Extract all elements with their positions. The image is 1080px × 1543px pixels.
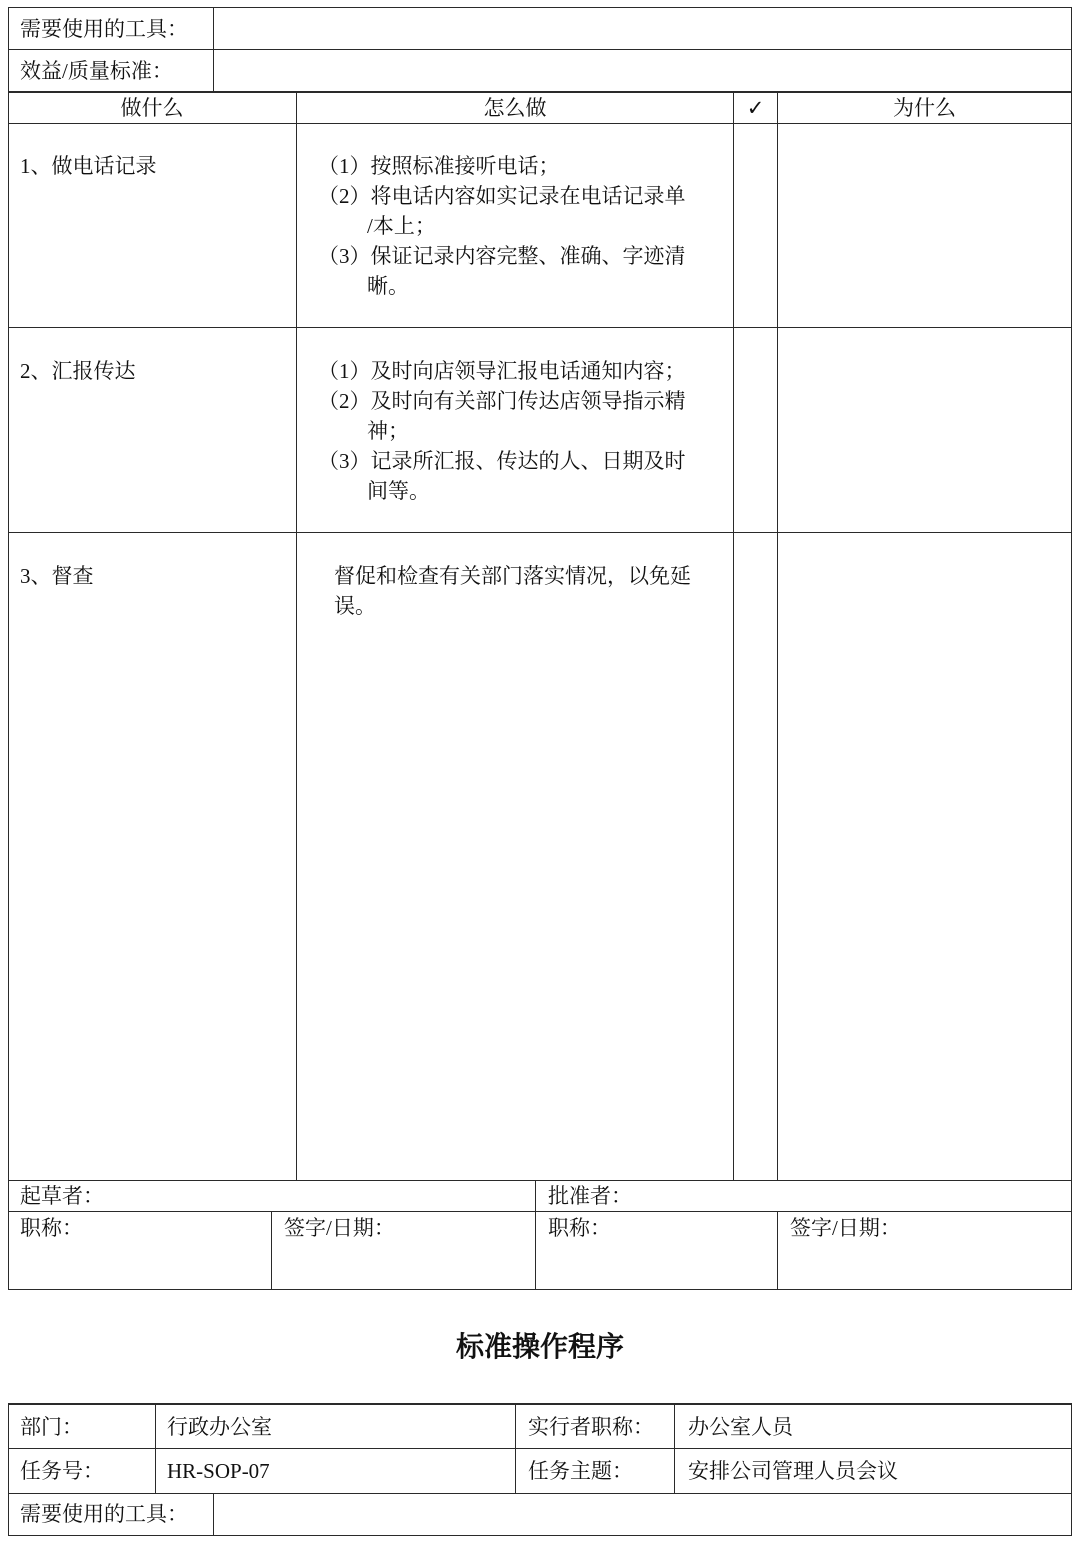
row-line bbox=[8, 1211, 1072, 1212]
task-step-title: 2、汇报传达 bbox=[20, 359, 136, 383]
executor-title-value: 办公室人员 bbox=[688, 1415, 793, 1439]
col-divider bbox=[155, 1405, 156, 1493]
task-theme-value: 安排公司管理人员会议 bbox=[688, 1459, 898, 1483]
table-border-top bbox=[8, 1403, 1072, 1405]
drafter-label: 起草者： bbox=[20, 1184, 104, 1208]
header-what: 做什么 bbox=[120, 96, 184, 120]
step-instruction: 晰。 bbox=[367, 274, 409, 298]
col-divider bbox=[213, 1494, 214, 1535]
signoff-divider bbox=[271, 1212, 272, 1289]
step-instruction: （1）及时向店领导汇报电话通知内容； bbox=[318, 359, 686, 383]
col-divider-check bbox=[777, 92, 778, 1181]
task-step-title: 3、督查 bbox=[20, 564, 94, 588]
step-instruction: 误。 bbox=[334, 594, 376, 618]
step-instruction: （3）保证记录内容完整、准确、字迹清 bbox=[318, 244, 686, 268]
row-line bbox=[8, 532, 1072, 533]
task-step-title: 1、做电话记录 bbox=[20, 154, 157, 178]
header-how: 怎么做 bbox=[483, 96, 547, 120]
table-border-left bbox=[8, 7, 9, 1290]
table-border-bottom bbox=[8, 1289, 1072, 1290]
step-instruction: 督促和检查有关部门落实情况，以免延 bbox=[334, 564, 691, 588]
row-line bbox=[8, 1180, 1072, 1181]
col-divider bbox=[674, 1405, 675, 1493]
executor-title-label: 实行者职称： bbox=[528, 1415, 654, 1439]
department-label: 部门： bbox=[20, 1415, 83, 1439]
table-border-right bbox=[1071, 7, 1072, 1290]
header-bottom-line bbox=[8, 123, 1072, 124]
signoff-divider bbox=[777, 1212, 778, 1289]
step-instruction: （3）记录所汇报、传达的人、日期及时 bbox=[318, 449, 686, 473]
table-border-bottom bbox=[8, 1535, 1072, 1536]
header-why: 为什么 bbox=[893, 96, 956, 120]
col-divider bbox=[515, 1405, 516, 1493]
step-instruction: 神； bbox=[367, 419, 409, 443]
tools-label: 需要使用的工具： bbox=[20, 17, 188, 41]
approver-label: 批准者： bbox=[548, 1184, 632, 1208]
table-border-left bbox=[8, 1403, 9, 1536]
col-divider-what bbox=[296, 92, 297, 1181]
table-border-right bbox=[1071, 1403, 1072, 1536]
col-divider-how bbox=[733, 92, 734, 1181]
signoff-divider bbox=[535, 1181, 536, 1289]
task-theme-label: 任务主题： bbox=[528, 1459, 633, 1483]
drafter-sign-date-label: 签字/日期： bbox=[284, 1216, 395, 1240]
page-title: 标准操作程序 bbox=[455, 1332, 624, 1363]
tools-label: 需要使用的工具： bbox=[20, 1502, 188, 1526]
step-instruction: （2）将电话内容如实记录在电话记录单 bbox=[318, 184, 686, 208]
row-line bbox=[8, 1448, 1072, 1449]
department-value: 行政办公室 bbox=[167, 1415, 272, 1439]
step-instruction: /本上； bbox=[367, 214, 436, 238]
approver-sign-date-label: 签字/日期： bbox=[790, 1216, 901, 1240]
task-number-label: 任务号： bbox=[20, 1459, 104, 1483]
row-line bbox=[8, 327, 1072, 328]
drafter-title-label: 职称： bbox=[20, 1216, 83, 1240]
step-instruction: （1）按照标准接听电话； bbox=[318, 154, 560, 178]
step-instruction: （2）及时向有关部门传达店领导指示精 bbox=[318, 389, 686, 413]
table-border-top bbox=[8, 7, 1072, 8]
task-number-value: HR-SOP-07 bbox=[167, 1459, 270, 1483]
approver-title-label: 职称： bbox=[548, 1216, 611, 1240]
row-line bbox=[8, 1493, 1072, 1494]
quality-standard-label: 效益/质量标准： bbox=[20, 59, 173, 83]
step-instruction: 间等。 bbox=[367, 479, 430, 503]
header-check-icon: ✓ bbox=[746, 96, 765, 120]
row-line bbox=[8, 49, 1072, 50]
